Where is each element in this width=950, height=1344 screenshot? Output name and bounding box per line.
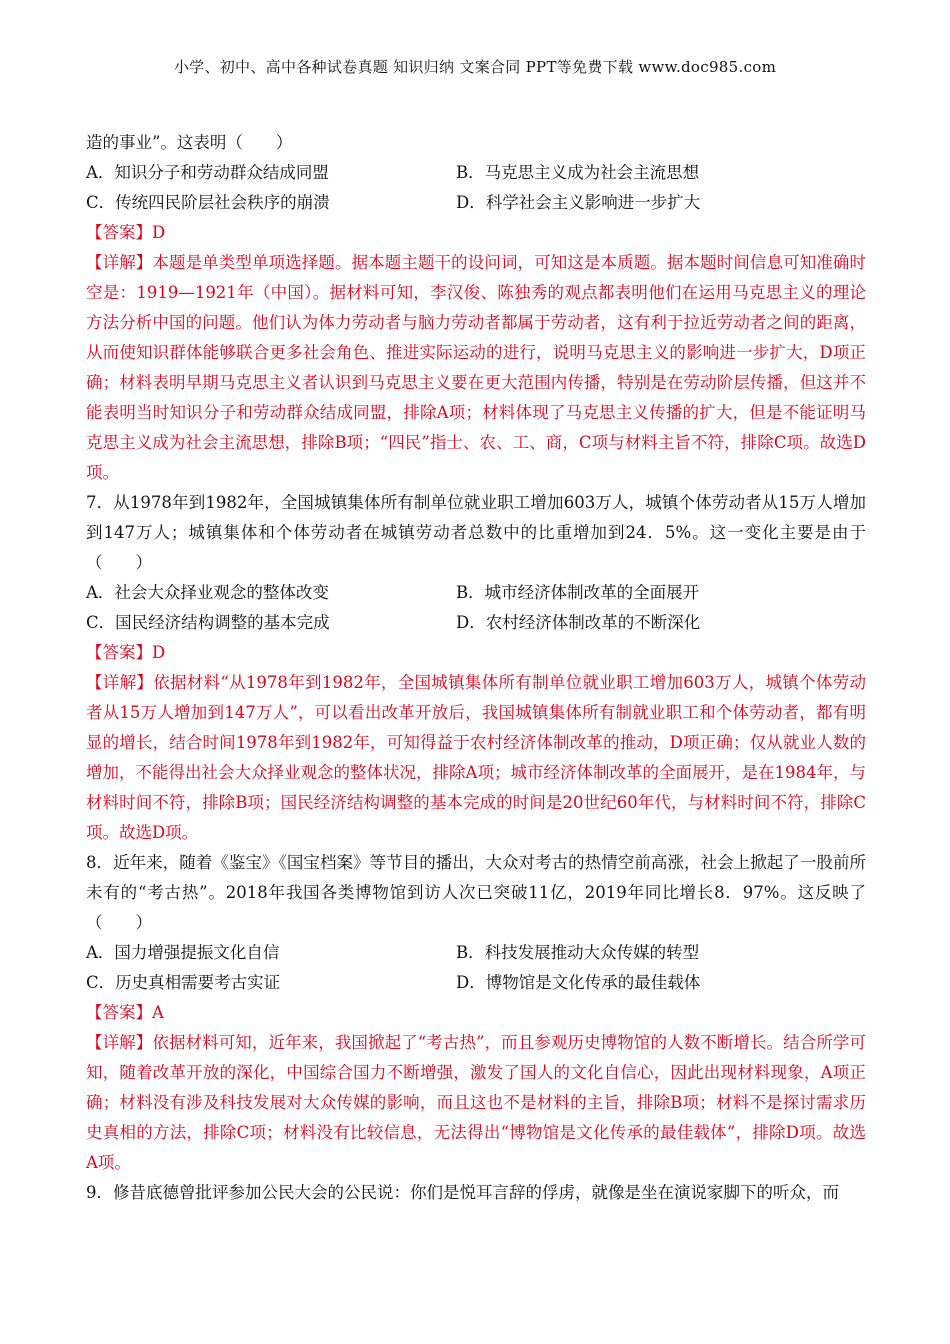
q6-answer: 【答案】D — [86, 223, 166, 242]
question-content — [86, 128, 866, 1208]
q6-option-a[interactable]: A．知识分子和劳动群众结成同盟 — [86, 163, 329, 182]
q6-option-b[interactable]: B．马克思主义成为社会主流思想 — [456, 163, 700, 182]
q7-explanation: 【详解】依据材料“从1978年到1982年，全国城镇集体所有制单位就业职工增加603万人，城镇个体劳动者从15万人增加到147万人”，可以看出改革开放后，我国城镇集体所有制就业职工和个体劳动者，都有明显的增长，结合时间1978年到1982年，可知得益于农村经济体制改革的推动，D项正确；仅从就业人数的增加，不能得出社会大众择业观念的整体状况，排除A项；城市经济体制改革的全面展开，是在1984年，与材料时间不符，排除B项；国民经济结构调整的基本完成的时间是20世纪60年代，与材料时间不符，排除C项。故选D项。 — [86, 673, 866, 842]
q6-option-c[interactable]: C．传统四民阶层社会秩序的崩溃 — [86, 193, 330, 212]
q8-options-row1 — [86, 938, 866, 968]
q7-answer: 【答案】D — [86, 643, 166, 662]
q8-answer: 【答案】A — [86, 1003, 164, 1022]
q9-stem-start: 9．修昔底德曾批评参加公民大会的公民说：你们是悦耳言辞的俘虏，就像是坐在演说家脚下的听众，而 — [86, 1183, 839, 1202]
q8-options-row2 — [86, 968, 866, 998]
q8-option-d[interactable]: D．博物馆是文化传承的最佳载体 — [456, 973, 701, 992]
q8-stem: 8．近年来，随着《鉴宝》《国宝档案》等节目的播出，大众对考古的热情空前高涨，社会上掀起了一股前所未有的“考古热”。2018年我国各类博物馆到访人次已突破11亿，2019年同比增长8．97%。这反映了（ ） — [86, 853, 866, 932]
q6-option-d[interactable]: D．科学社会主义影响进一步扩大 — [456, 193, 701, 212]
q7-option-c[interactable]: C．国民经济结构调整的基本完成 — [86, 613, 330, 632]
q7-option-d[interactable]: D．农村经济体制改革的不断深化 — [456, 613, 701, 632]
q6-stem-tail: 造的事业”。这表明（ ） — [86, 133, 293, 152]
q6-explanation: 【详解】本题是单类型单项选择题。据本题主题干的设问词，可知这是本质题。据本题时间信息可知准确时空是：1919—1921年（中国）。据材料可知，李汉俊、陈独秀的观点都表明他们在运用马克思主义的理论方法分析中国的问题。他们认为体力劳动者与脑力劳动者都属于劳动者，这有利于拉近劳动者之间的距离，从而使知识群体能够联合更多社会角色、推进实际运动的进行，说明马克思主义的影响进一步扩大，D项正确；材料表明早期马克思主义者认识到马克思主义要在更大范围内传播，特别是在劳动阶层传播，但这并不能表明当时知识分子和劳动群众结成同盟，排除A项；材料体现了马克思主义传播的扩大，但是不能证明马克思主义成为社会主流思想，排除B项；“四民”指士、农、工、商，C项与材料主旨不符，排除C项。故选D项。 — [86, 253, 866, 482]
q7-options-row2 — [86, 608, 866, 638]
page-header: 小学、初中、高中各种试卷真题 知识归纳 文案合同 PPT等免费下载 www.doc985.com — [173, 58, 777, 76]
q7-option-a[interactable]: A．社会大众择业观念的整体改变 — [86, 583, 329, 602]
q6-options-row2 — [86, 188, 866, 218]
q7-stem: 7．从1978年到1982年，全国城镇集体所有制单位就业职工增加603万人，城镇个体劳动者从15万人增加到147万人；城镇集体和个体劳动者在城镇劳动者总数中的比重增加到24．5%。这一变化主要是由于（ ） — [86, 493, 866, 572]
q6-options-row1 — [86, 158, 866, 188]
q7-option-b[interactable]: B．城市经济体制改革的全面展开 — [456, 583, 700, 602]
q8-option-b[interactable]: B．科技发展推动大众传媒的转型 — [456, 943, 700, 962]
q8-option-a[interactable]: A．国力增强提振文化自信 — [86, 943, 280, 962]
q8-explanation: 【详解】依据材料可知，近年来，我国掀起了“考古热”，而且参观历史博物馆的人数不断增长。结合所学可知，随着改革开放的深化，中国综合国力不断增强，激发了国人的文化自信心，因此出现材料现象，A项正确；材料没有涉及科技发展对大众传媒的影响，而且这也不是材料的主旨，排除B项；材料不是探讨需求历史真相的方法，排除C项；材料没有比较信息，无法得出“博物馆是文化传承的最佳载体”，排除D项。故选A项。 — [86, 1033, 866, 1172]
q8-option-c[interactable]: C．历史真相需要考古实证 — [86, 973, 281, 992]
q7-options-row1 — [86, 578, 866, 608]
